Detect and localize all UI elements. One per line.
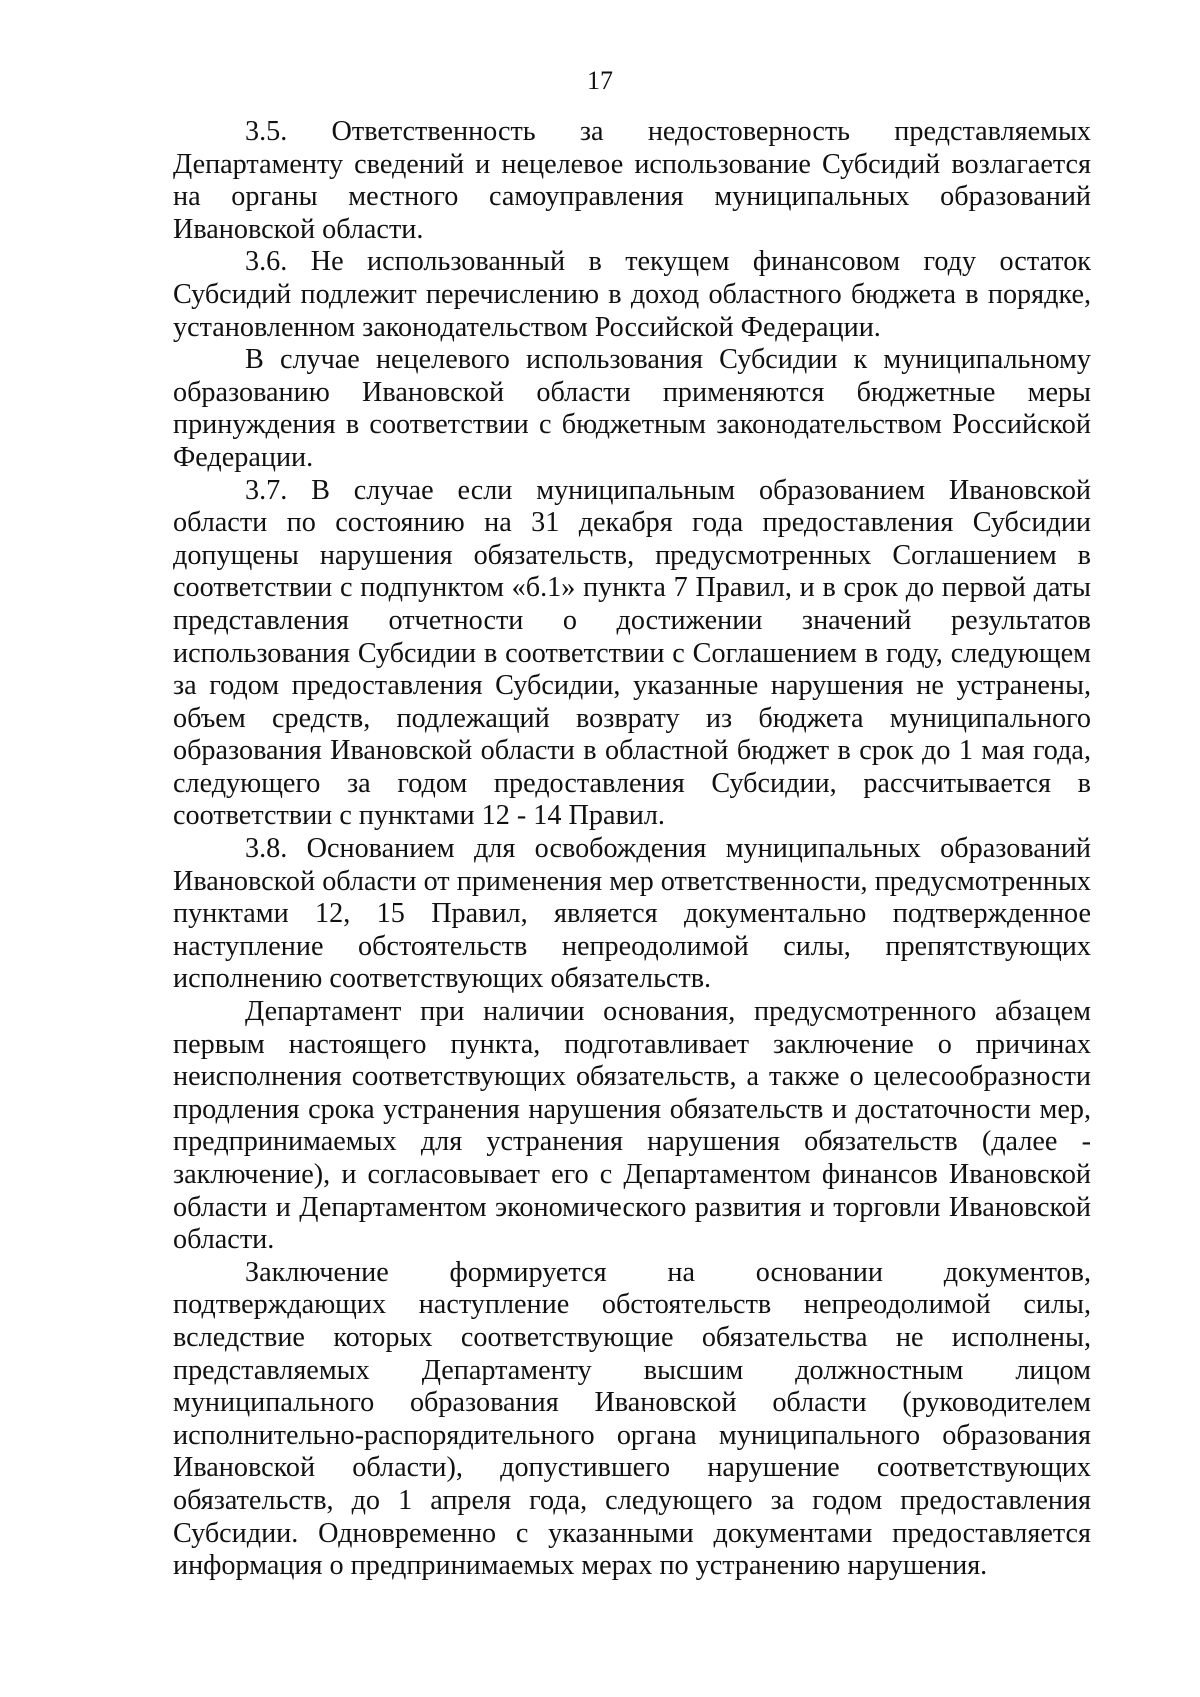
paragraph-3-6: 3.6. Не использованный в текущем финансовом году остаток Субсидий подлежит перечислению в доход областного бюджета в порядке, установленном законодательством Российской Федерации. [173,246,1091,343]
paragraph-3-5: 3.5. Ответственность за недостоверность представляемых Департаменту сведений и нецелевое использование Субсидий возлагается на органы местного самоуправления муниципальных образований Ивановской области. [173,116,1091,245]
document-body [173,116,1091,1583]
paragraph-3-7: 3.7. В случае если муниципальным образованием Ивановской области по состоянию на 31 декабря года предоставления Субсидии допущены нарушения обязательств, предусмотренных Соглашением в соответствии с подпунктом «б.1» пункта 7 Правил, и в срок до первой даты представления отчетности о достижении значений результатов использования Субсидии в соответствии с Соглашением в году, следующем за годом предоставления Субсидии, указанные нарушения не устранены, объем средств, подлежащий возврату из бюджета муниципального образования Ивановской области в областной бюджет в срок до 1 мая года, следующего за годом предоставления Субсидии, рассчитывается в соответствии с пунктами 12 - 14 Правил. [173,474,1091,832]
page-number: 17 [587,66,613,95]
paragraph-3-8-department: Департамент при наличии основания, предусмотренного абзацем первым настоящего пункта, подготавливает заключение о причинах неисполнения соответствующих обязательств, а также о целесообразности продления срока устранения нарушения обязательств и достаточности мер, предпринимаемых для устранения нарушения обязательств (далее - заключение), и согласовывает его с Департаментом финансов Ивановской области и Департаментом экономического развития и торговли Ивановской области. [173,996,1091,1256]
paragraph-3-6-misuse: В случае нецелевого использования Субсидии к муниципальному образованию Ивановской области применяются бюджетные меры принуждения в соответствии с бюджетным законодательством Российской Федерации. [173,344,1091,473]
paragraph-3-8-conclusion: Заключение формируется на основании документов, подтверждающих наступление обстоятельств непреодолимой силы, вследствие которых соответствующие обязательства не исполнены, представляемых Департаменту высшим должностным лицом муниципального образования Ивановской области (руководителем исполнительно-распорядительного органа муниципального образования Ивановской области), допустившего нарушение соответствующих обязательств, до 1 апреля года, следующего за годом предоставления Субсидии. Одновременно с указанными документами предоставляется информация о предпринимаемых мерах по устранению нарушения. [173,1256,1091,1582]
paragraph-3-8: 3.8. Основанием для освобождения муниципальных образований Ивановской области от применения мер ответственности, предусмотренных пунктами 12, 15 Правил, является документально подтвержденное наступление обстоятельств непреодолимой силы, препятствующих исполнению соответствующих обязательств. [173,833,1091,995]
